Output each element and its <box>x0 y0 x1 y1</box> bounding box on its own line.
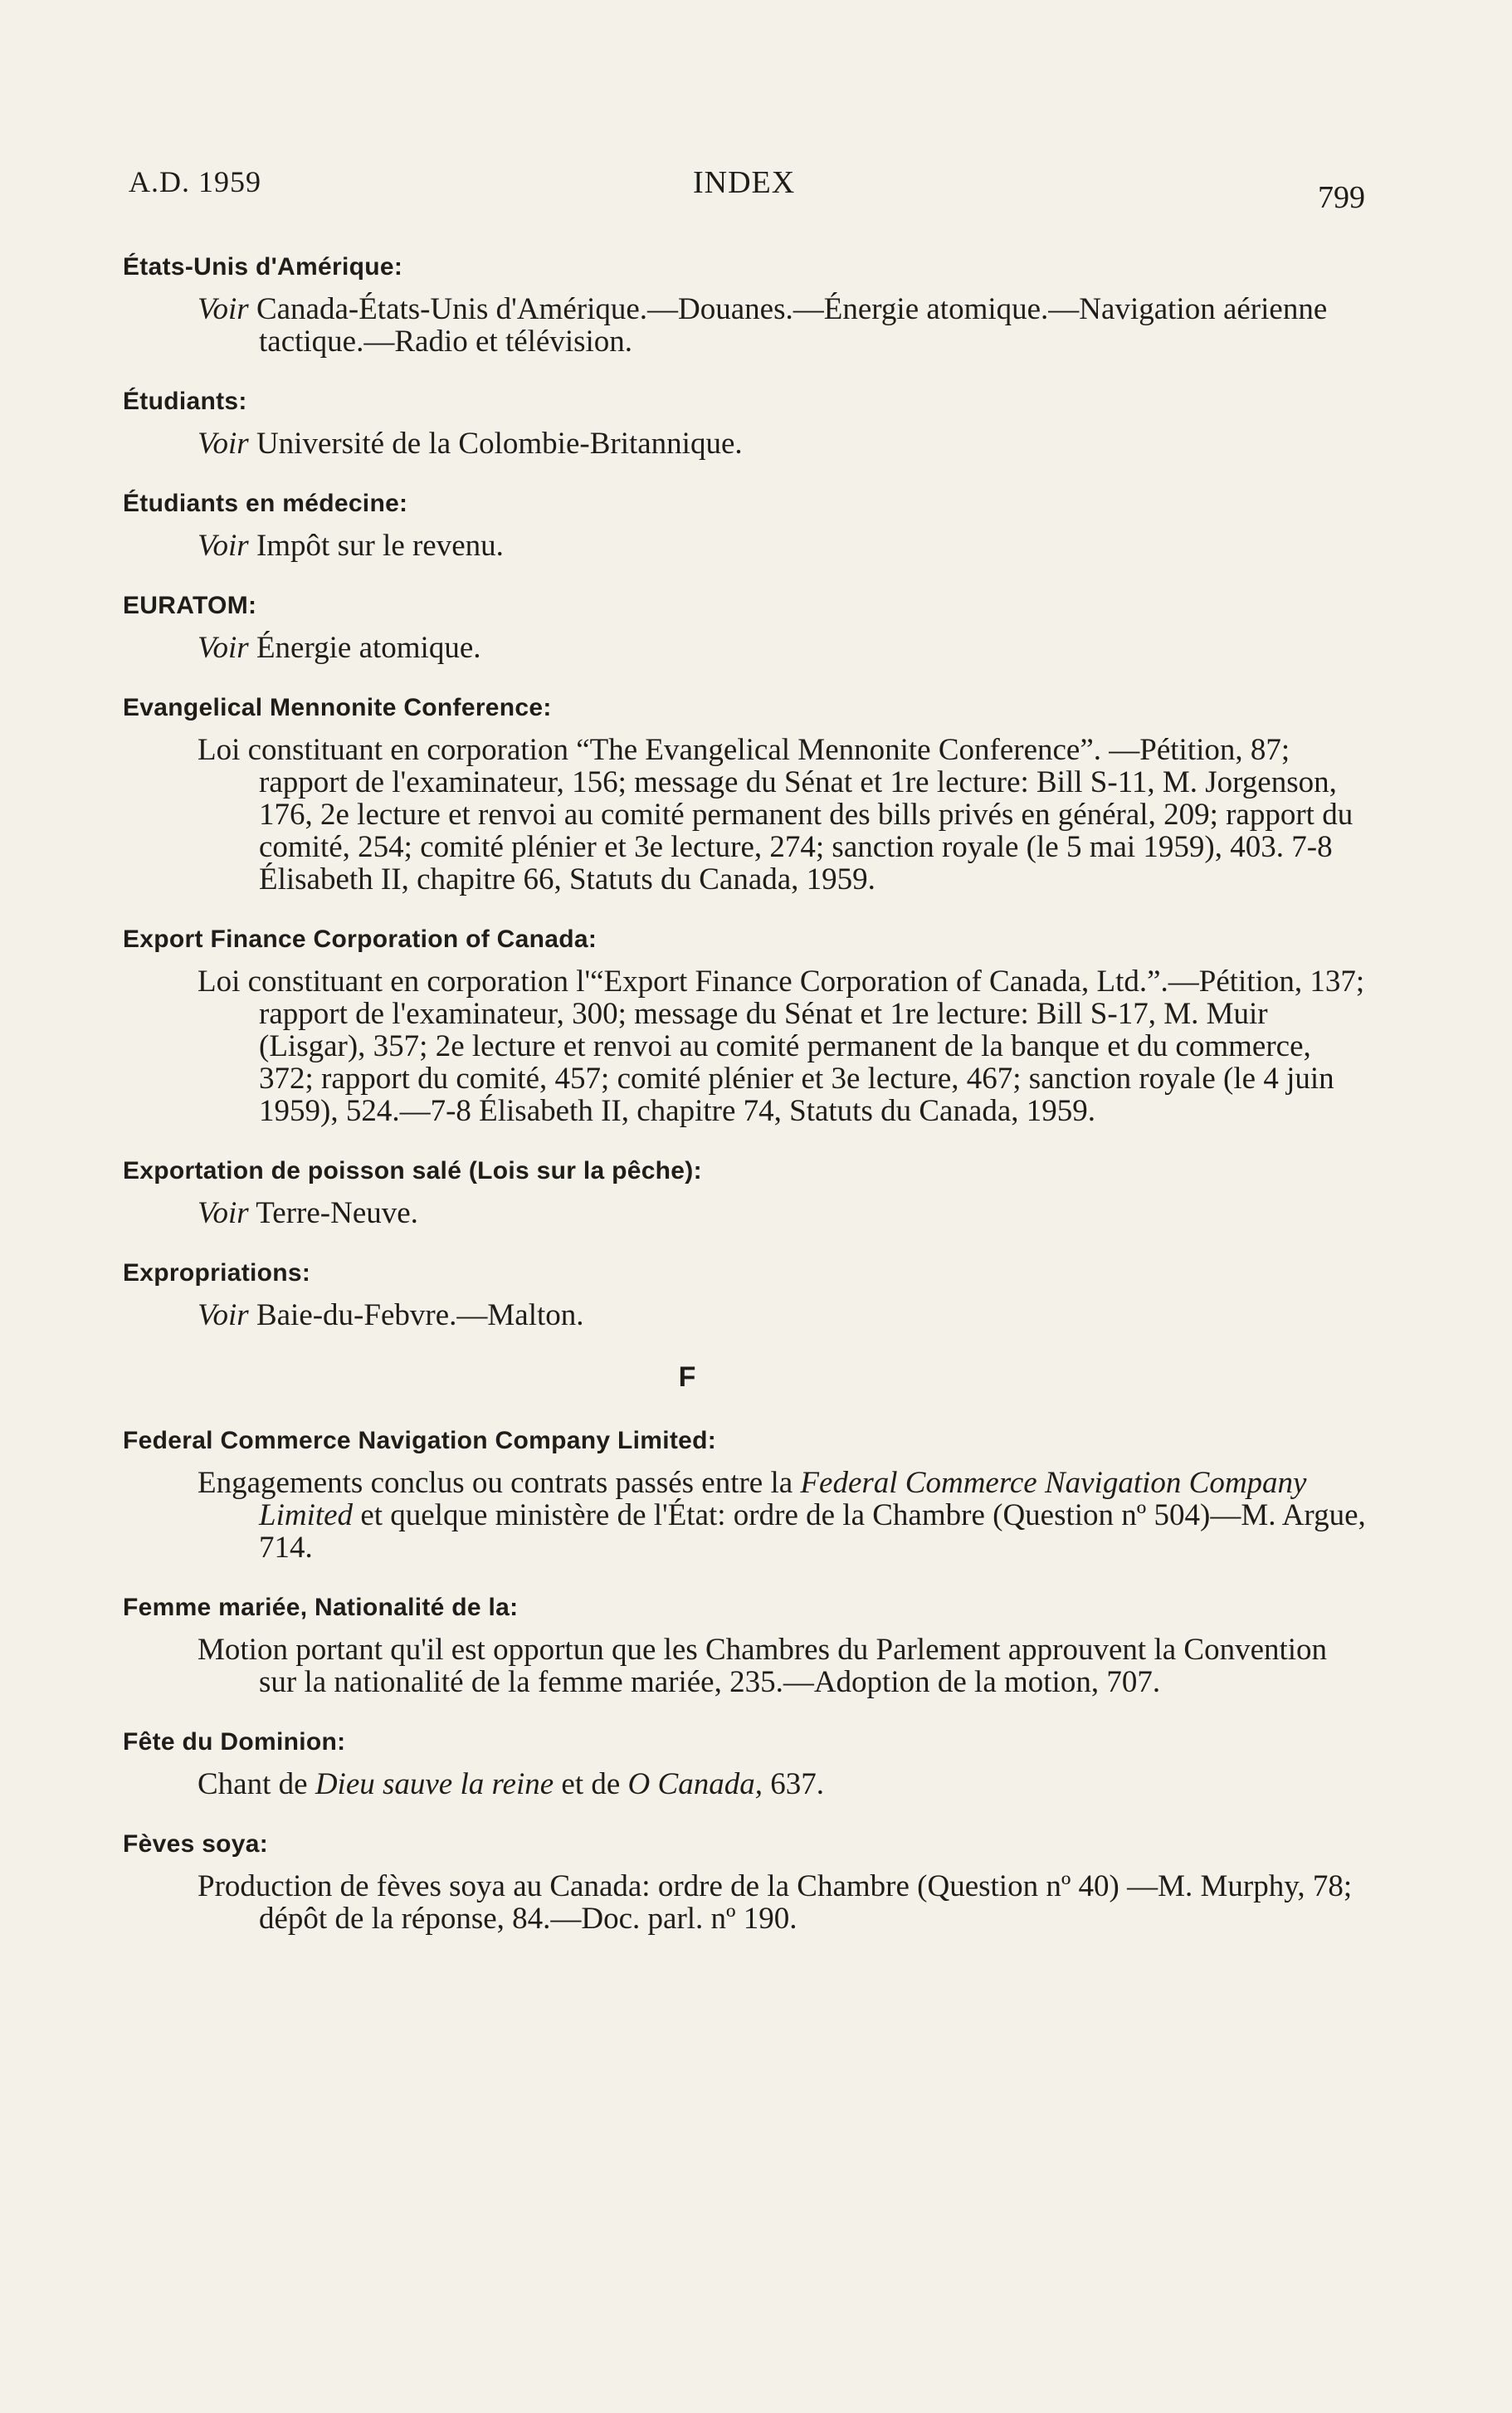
entry-italic: Federal Commerce Navigation Company Limited <box>259 1466 1307 1532</box>
entry-text: Canada-États-Unis d'Amérique.—Douanes.—Énergie atomique.—Navigation aérienne tactique.—Radio et télévision. <box>256 292 1328 359</box>
index-entry <box>123 490 1368 562</box>
page-number: 799 <box>1318 180 1365 215</box>
entry-text: Baie-du-Febvre.—Malton. <box>256 1298 584 1332</box>
entry-heading: États-Unis d'Amérique: <box>123 253 403 281</box>
entry-body: Loi constituant en corporation l'“Export Finance Corporation of Canada, Ltd.”.—Pétition, 137; rapport de l'examinateur, 300; message du Sénat et 1re lecture: Bill S-17, M. Muir (Lisgar), 357; 2e lecture et renvoi au comité permanent de la banque et du commerce, 372; rapport du comité, 457; comité plénier et 3e lecture, 467; sanction royale (le 4 juin 1959), 524.—7-8 Élisabeth II, chapitre 74, Statuts du Canada, 1959. <box>198 965 1365 1128</box>
running-head <box>129 164 1365 214</box>
entry-heading: Fête du Dominion: <box>123 1728 346 1756</box>
entry-body <box>198 1768 1368 1800</box>
index-entry <box>123 926 1368 1127</box>
entry-text: et de <box>554 1767 628 1801</box>
index-entry <box>123 694 1368 896</box>
index-entry <box>123 1594 1368 1698</box>
header-year: A.D. 1959 <box>129 165 261 198</box>
entry-heading: Export Finance Corporation of Canada: <box>123 926 597 953</box>
voir-label: Voir <box>198 292 249 326</box>
entry-heading: Expropriations: <box>123 1259 311 1287</box>
entry-body <box>198 293 1368 358</box>
entry-italic: O Canada, <box>627 1767 763 1801</box>
entry-body: Loi constituant en corporation “The Evangelical Mennonite Conference”. —Pétition, 87; rapport de l'examinateur, 156; message du Sénat et 1re lecture: Bill S-11, M. Jorgenson, 176, 2e lecture et renvoi au comité permanent des bills privés en général, 209; rapport du comité, 254; comité plénier et 3e lecture, 274; sanction royale (le 5 mai 1959), 403. 7-8 Élisabeth II, chapitre 66, Statuts du Canada, 1959. <box>198 733 1353 896</box>
voir-label: Voir <box>198 631 249 665</box>
voir-label: Voir <box>198 1298 249 1332</box>
entry-text: Université de la Colombie-Britannique. <box>256 427 743 461</box>
entry-text: Énergie atomique. <box>256 631 481 665</box>
entry-body: Production de fèves soya au Canada: ordre de la Chambre (Question nº 40) —M. Murphy, 78; dépôt de la réponse, 84.—Doc. parl. nº 190. <box>198 1869 1353 1936</box>
index-entry <box>123 388 1368 460</box>
voir-label: Voir <box>198 529 249 563</box>
entry-text: Engagements conclus ou contrats passés entre la <box>198 1466 801 1500</box>
header-title: INDEX <box>693 165 796 200</box>
entry-heading: Femme mariée, Nationalité de la: <box>123 1594 519 1621</box>
entry-heading: Federal Commerce Navigation Company Limited: <box>123 1427 717 1454</box>
voir-label: Voir <box>198 427 249 461</box>
entry-body <box>198 1197 1368 1229</box>
entry-text: Impôt sur le revenu. <box>256 529 504 563</box>
entry-body <box>198 1299 1368 1331</box>
index-entry <box>123 592 1368 664</box>
entry-heading: Étudiants: <box>123 388 247 415</box>
index-entry <box>123 1728 1368 1800</box>
entry-text: Terre-Neuve. <box>256 1196 418 1230</box>
entry-heading: Étudiants en médecine: <box>123 490 408 517</box>
entry-body <box>198 427 1368 460</box>
entry-body <box>198 530 1368 562</box>
entry-text: et quelque ministère de l'État: ordre de la Chambre (Question nº 504)—M. Argue, 714. <box>259 1498 1366 1565</box>
index-entry <box>123 1830 1368 1935</box>
entry-text: Chant de <box>198 1767 315 1801</box>
entry-heading: EURATOM: <box>123 592 257 619</box>
index-entries <box>123 253 1368 1965</box>
index-entry <box>123 253 1368 358</box>
section-letter: F <box>678 1361 696 1393</box>
entry-heading: Fèves soya: <box>123 1830 269 1858</box>
index-entry <box>123 1157 1368 1229</box>
entry-body: Motion portant qu'il est opportun que les Chambres du Parlement approuvent la Convention sur la nationalité de la femme mariée, 235.—Adoption de la motion, 707. <box>198 1633 1328 1699</box>
entry-body <box>198 632 1368 664</box>
entry-text: 637. <box>762 1767 824 1801</box>
index-entry <box>123 1427 1368 1564</box>
entry-italic: Dieu sauve la reine <box>315 1767 554 1801</box>
entry-heading: Exportation de poisson salé (Lois sur la pêche): <box>123 1157 702 1185</box>
index-entry <box>123 1259 1368 1331</box>
voir-label: Voir <box>198 1196 249 1230</box>
entry-heading: Evangelical Mennonite Conference: <box>123 694 552 721</box>
entry-body <box>198 1467 1368 1564</box>
